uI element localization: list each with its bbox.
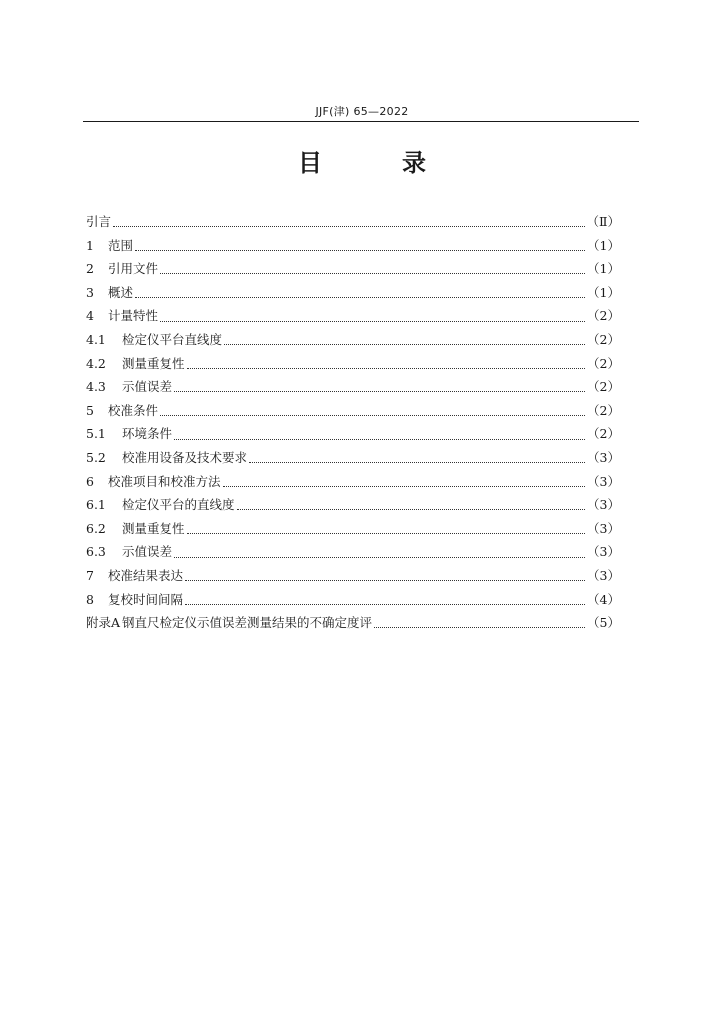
toc-entry-number: 4 <box>86 308 94 324</box>
toc-entry[interactable] <box>86 517 620 541</box>
toc-entry-title: 引言 <box>86 214 112 229</box>
toc-leader-dots <box>223 476 586 487</box>
toc-entry-title: 测量重复性 <box>122 520 185 536</box>
toc-entry-number: 6.1 <box>86 497 106 513</box>
toc-entry-page: （2） <box>587 331 620 347</box>
header-divider <box>83 121 639 122</box>
toc-entry[interactable] <box>86 375 620 399</box>
toc-entry-number: 3 <box>86 284 94 300</box>
toc-entry-page: （3） <box>587 449 620 465</box>
toc-entry-title: 校准条件 <box>108 402 159 418</box>
toc-entry-title: 环境条件 <box>122 426 173 442</box>
toc-entry-number: 4.3 <box>86 379 106 395</box>
toc-entry-title: 概述 <box>108 284 134 300</box>
toc-entry[interactable] <box>86 422 620 446</box>
toc-leader-dots <box>237 499 586 510</box>
toc-entry-title: 示值误差 <box>122 379 173 395</box>
toc-entry[interactable] <box>86 234 620 258</box>
toc-entry-title: 复校时间间隔 <box>108 591 184 607</box>
toc-entry-page: （3） <box>587 567 620 583</box>
toc-entry-number: 4.1 <box>86 331 106 347</box>
toc-entry[interactable] <box>86 257 620 281</box>
toc-entry-number: 7 <box>86 567 94 583</box>
toc-entry-page: （3） <box>587 520 620 536</box>
toc-entry-title: 测量重复性 <box>122 355 185 371</box>
toc-leader-dots <box>187 523 586 534</box>
toc-entry-page: （2） <box>587 379 620 395</box>
toc-entry-number: 8 <box>86 591 94 607</box>
toc-leader-dots <box>187 358 586 369</box>
toc-entry-title: 引用文件 <box>108 261 159 277</box>
toc-entry[interactable] <box>86 328 620 352</box>
toc-entry[interactable] <box>86 611 620 635</box>
toc-entry-title: 校准结果表达 <box>108 567 184 583</box>
toc-entry[interactable] <box>86 470 620 494</box>
toc-entry[interactable] <box>86 540 620 564</box>
toc-entry-title: 范围 <box>108 237 134 253</box>
table-of-contents <box>86 210 620 635</box>
toc-entry[interactable] <box>86 304 620 328</box>
toc-leader-dots <box>135 287 585 298</box>
toc-leader-dots <box>185 570 585 581</box>
toc-entry[interactable] <box>86 446 620 470</box>
toc-entry-page: （3） <box>587 497 620 513</box>
toc-entry-title: 校准用设备及技术要求 <box>122 449 248 465</box>
toc-entry-page: （5） <box>587 615 620 631</box>
toc-entry-title: 示值误差 <box>122 544 173 560</box>
toc-entry-page: （3） <box>587 544 620 560</box>
toc-leader-dots <box>249 452 585 463</box>
toc-entry[interactable] <box>86 210 620 234</box>
toc-leader-dots <box>224 334 585 345</box>
toc-entry-page: （1） <box>587 237 620 253</box>
toc-leader-dots <box>174 429 585 440</box>
toc-entry[interactable] <box>86 493 620 517</box>
toc-entry-page: （2） <box>587 426 620 442</box>
toc-entry-page: （2） <box>587 355 620 371</box>
toc-entry-number: 4.2 <box>86 355 106 371</box>
toc-entry-title: 检定仪平台的直线度 <box>122 497 235 513</box>
toc-entry[interactable] <box>86 352 620 376</box>
toc-leader-dots <box>185 594 585 605</box>
toc-entry[interactable] <box>86 399 620 423</box>
toc-entry-page: （2） <box>587 402 620 418</box>
toc-entry-page: （1） <box>587 284 620 300</box>
toc-entry-number: 5 <box>86 402 94 418</box>
toc-entry-number: 附录A <box>86 615 121 631</box>
toc-entry-number: 6.3 <box>86 544 106 560</box>
toc-leader-dots <box>174 547 585 558</box>
toc-entry-page: （Ⅱ） <box>586 214 620 229</box>
toc-entry-number: 2 <box>86 261 94 277</box>
toc-entry-number: 5.2 <box>86 449 106 465</box>
toc-leader-dots <box>160 263 585 274</box>
toc-entry-number: 1 <box>86 237 94 253</box>
page-title <box>0 143 724 178</box>
toc-entry-page: （1） <box>587 261 620 277</box>
toc-entry-title: 钢直尺检定仪示值误差测量结果的不确定度评 <box>122 615 373 631</box>
toc-entry-page: （3） <box>587 473 620 489</box>
toc-entry-number: 6.2 <box>86 520 106 536</box>
toc-entry[interactable] <box>86 588 620 612</box>
toc-entry-page: （4） <box>587 591 620 607</box>
toc-entry[interactable] <box>86 281 620 305</box>
toc-entry-title: 检定仪平台直线度 <box>122 331 223 347</box>
toc-leader-dots <box>135 240 585 251</box>
toc-leader-dots <box>113 216 584 227</box>
title-char-1: 目 <box>298 149 322 177</box>
toc-leader-dots <box>160 311 585 322</box>
toc-entry[interactable] <box>86 564 620 588</box>
toc-leader-dots <box>160 405 585 416</box>
toc-leader-dots <box>174 381 585 392</box>
toc-entry-number: 5.1 <box>86 426 106 442</box>
toc-entry-title: 计量特性 <box>108 308 159 324</box>
toc-entry-number: 6 <box>86 473 94 489</box>
toc-entry-page: （2） <box>587 308 620 324</box>
title-char-2: 录 <box>402 149 426 177</box>
document-code: JJF(津) 65—2022 <box>315 105 409 118</box>
toc-leader-dots <box>374 617 585 628</box>
toc-entry-title: 校准项目和校准方法 <box>108 473 221 489</box>
